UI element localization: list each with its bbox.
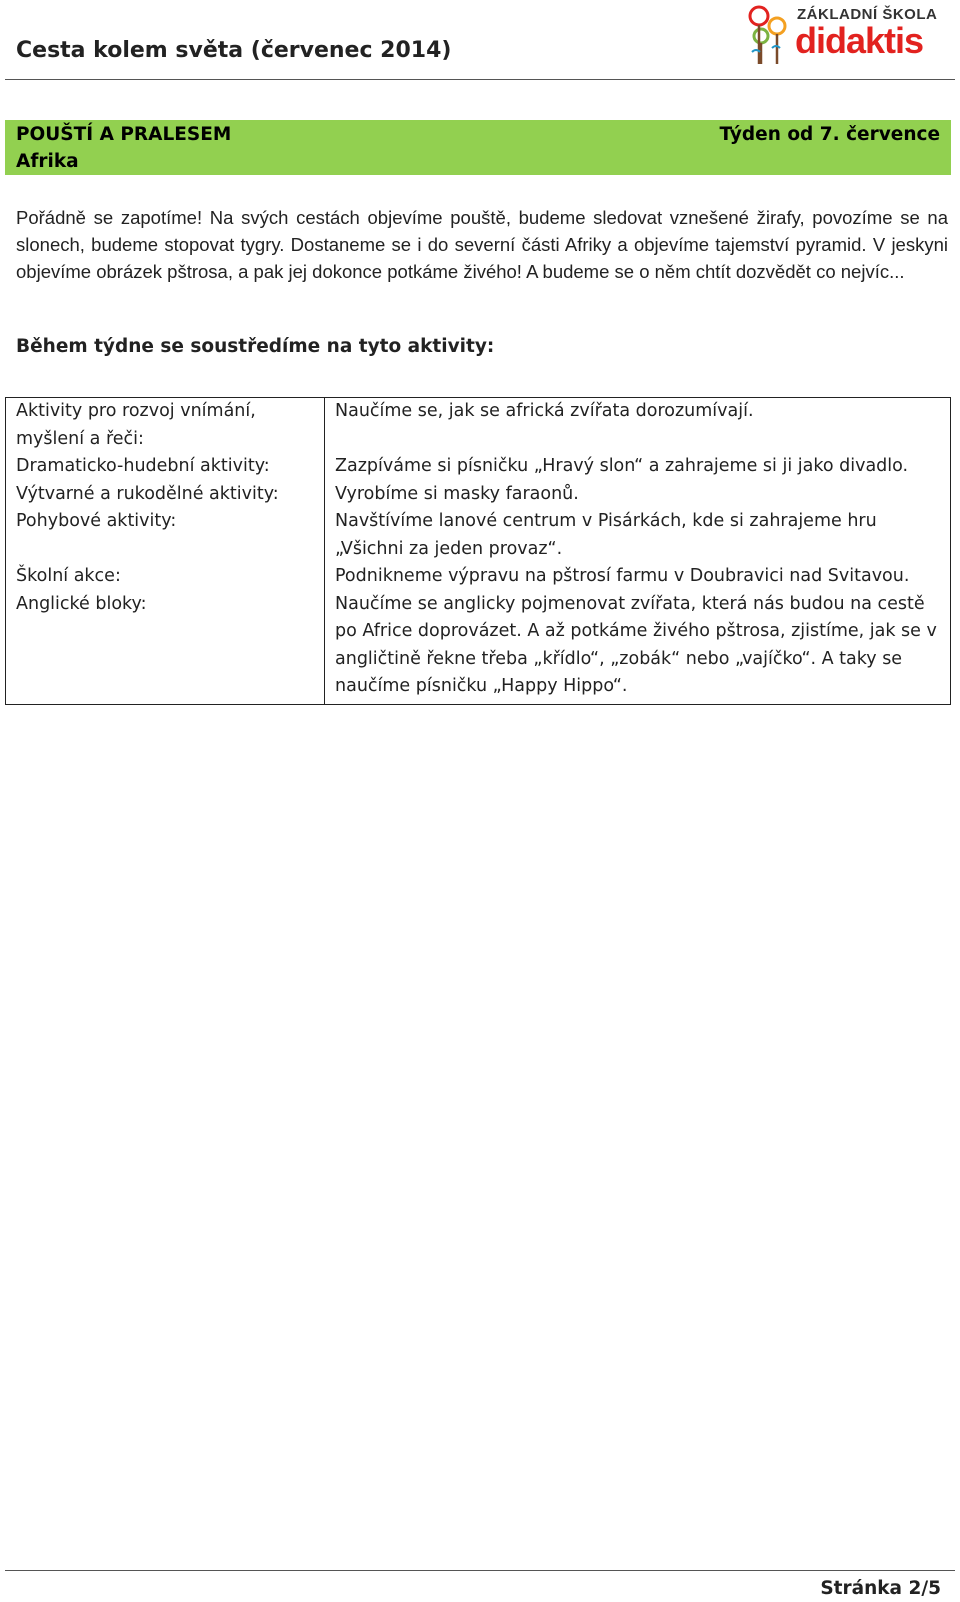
activity-row xyxy=(6,481,951,509)
activity-label: Anglické bloky: xyxy=(6,591,325,705)
activity-description: Vyrobíme si masky faraonů. xyxy=(325,481,951,509)
intro-paragraph: Pořádně se zapotíme! Na svých cestách objevíme pouště, budeme sledovat vznešené žirafy, povozíme se na slonech, budeme stopovat tygry. Dostaneme se i do severní části Afriky a objevíme tajemství pyramid. V jeskyni objevíme obrázek pštrosa, a pak jej dokonce potkáme živého! A budeme se o něm chtít dozvědět co nejvíc... xyxy=(16,207,948,282)
logo-top-text: ZÁKLADNÍ ŠKOLA xyxy=(797,6,938,23)
page-number: Stránka 2/5 xyxy=(820,1578,941,1599)
activity-row xyxy=(6,508,951,563)
activity-label: Dramaticko-hudební aktivity: xyxy=(6,453,325,481)
header-divider xyxy=(5,79,955,80)
activity-label: Pohybové aktivity: xyxy=(6,508,325,563)
activity-row xyxy=(6,398,951,454)
activity-description: Podnikneme výpravu na pštrosí farmu v Doubravici nad Svitavou. xyxy=(325,563,951,591)
activity-label: Výtvarné a rukodělné aktivity: xyxy=(6,481,325,509)
activity-label: Aktivity pro rozvoj vnímání, myšlení a řeči: xyxy=(6,398,325,454)
banner-title: POUŠTÍ A PRALESEM xyxy=(16,124,232,145)
activity-label: Školní akce: xyxy=(6,563,325,591)
school-logo xyxy=(747,2,942,68)
activity-description: Zazpíváme si písničku „Hravý slon“ a zahrajeme si ji jako divadlo. xyxy=(325,453,951,481)
week-banner xyxy=(5,120,951,175)
section-heading: Během týdne se soustředíme na tyto aktivity: xyxy=(16,336,495,357)
document-title: Cesta kolem světa (červenec 2014) xyxy=(16,38,452,63)
activities-table xyxy=(5,397,951,705)
trees-logo-icon xyxy=(747,4,793,66)
activity-row xyxy=(6,591,951,705)
footer-divider xyxy=(5,1570,955,1571)
activity-description: Naučíme se anglicky pojmenovat zvířata, která nás budou na cestě po Africe doprovázet. A až potkáme živého pštrosa, zjistíme, jak se v angličtině řekne třeba „křídlo“, „zobák“ nebo „vajíčko“. A taky se naučíme písničku „Happy Hippo“. xyxy=(325,591,951,705)
activity-row xyxy=(6,563,951,591)
logo-brand-text: didaktis xyxy=(795,20,924,61)
activity-description: Navštívíme lanové centrum v Pisárkách, kde si zahrajeme hru „Všichni za jeden provaz“. xyxy=(325,508,951,563)
activity-description: Naučíme se, jak se africká zvířata dorozumívají. xyxy=(325,398,951,454)
banner-week: Týden od 7. července xyxy=(719,124,940,145)
activity-row xyxy=(6,453,951,481)
banner-subtitle: Afrika xyxy=(16,151,79,172)
